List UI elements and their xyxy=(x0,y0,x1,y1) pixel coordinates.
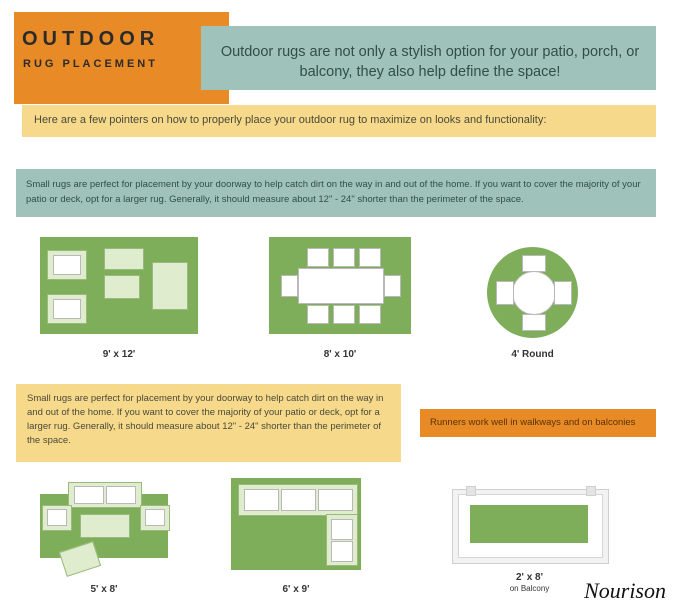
page-title: OUTDOOR xyxy=(22,28,160,50)
balcony-post xyxy=(586,486,596,496)
furniture-armchair-seat xyxy=(53,255,81,275)
band-three-text: Runners work well in walkways and on balconies xyxy=(430,417,636,428)
furniture-sofa-cushion xyxy=(281,489,316,511)
furniture-round-table xyxy=(512,271,556,315)
furniture-coffee-table xyxy=(104,275,140,299)
furniture-chair xyxy=(554,281,572,305)
rug-shape-runner xyxy=(470,505,588,543)
page-subtitle: RUG PLACEMENT xyxy=(23,58,158,70)
furniture-sofa-cushion xyxy=(331,519,353,540)
furniture-armchair-seat xyxy=(145,509,165,526)
furniture-dining-table xyxy=(298,268,384,304)
band-two-text: Small rugs are perfect for placement by your doorway to help catch dirt on the way in and out of the home. If you want to cover the majority of your patio or deck, opt for a larger rug. Generally, it should measure about 12" - 24" shorter than the perimeter of the space. xyxy=(27,393,384,446)
furniture-chair xyxy=(333,305,355,324)
furniture-sofa-cushion xyxy=(74,486,104,504)
furniture-chair xyxy=(307,305,329,324)
furniture-sofa-cushion xyxy=(106,486,136,504)
furniture-chair xyxy=(522,314,546,331)
furniture-chair xyxy=(281,275,298,297)
header-yellow-text: Here are a few pointers on how to properly place your outdoor rug to maximize on looks and functionality: xyxy=(34,114,547,126)
furniture-chair xyxy=(359,248,381,267)
furniture-chair xyxy=(384,275,401,297)
furniture-chair xyxy=(333,248,355,267)
furniture-sofa xyxy=(152,262,188,310)
furniture-sofa-cushion xyxy=(331,541,353,562)
balcony-post xyxy=(466,486,476,496)
caption-8x10 xyxy=(269,349,411,360)
furniture-sofa xyxy=(104,248,144,270)
caption-text: 5' x 8' xyxy=(90,584,118,595)
furniture-armchair-seat xyxy=(53,299,81,319)
caption-text: 4' Round xyxy=(511,349,554,360)
furniture-chair xyxy=(522,255,546,272)
caption-text: 8' x 10' xyxy=(323,349,357,360)
furniture-coffee-table xyxy=(80,514,130,538)
caption-text: 2' x 8' xyxy=(516,572,543,583)
furniture-armchair-seat xyxy=(47,509,67,526)
band-one-text: Small rugs are perfect for placement by your doorway to help catch dirt on the way in and out of the home. If you want to cover the majority of your patio or deck, opt for a larger rug. Generally, it should measure about 12" - 24" shorter than the perimeter of the space. xyxy=(26,179,641,205)
furniture-sofa-cushion xyxy=(318,489,353,511)
caption-9x12 xyxy=(40,349,198,360)
caption-subtext: on Balcony xyxy=(509,584,550,593)
furniture-sofa-cushion xyxy=(244,489,279,511)
caption-5x8 xyxy=(40,584,168,595)
furniture-chair xyxy=(307,248,329,267)
furniture-chair xyxy=(496,281,514,305)
header-teal-text: Outdoor rugs are not only a stylish option for your patio, porch, or balcony, they also help define the space! xyxy=(220,44,640,80)
caption-text: 9' x 12' xyxy=(102,349,136,360)
caption-4-round xyxy=(487,349,578,360)
furniture-chair xyxy=(359,305,381,324)
caption-6x9 xyxy=(231,584,361,595)
brand-logo: Nourison xyxy=(584,578,666,603)
caption-text: 6' x 9' xyxy=(282,584,310,595)
